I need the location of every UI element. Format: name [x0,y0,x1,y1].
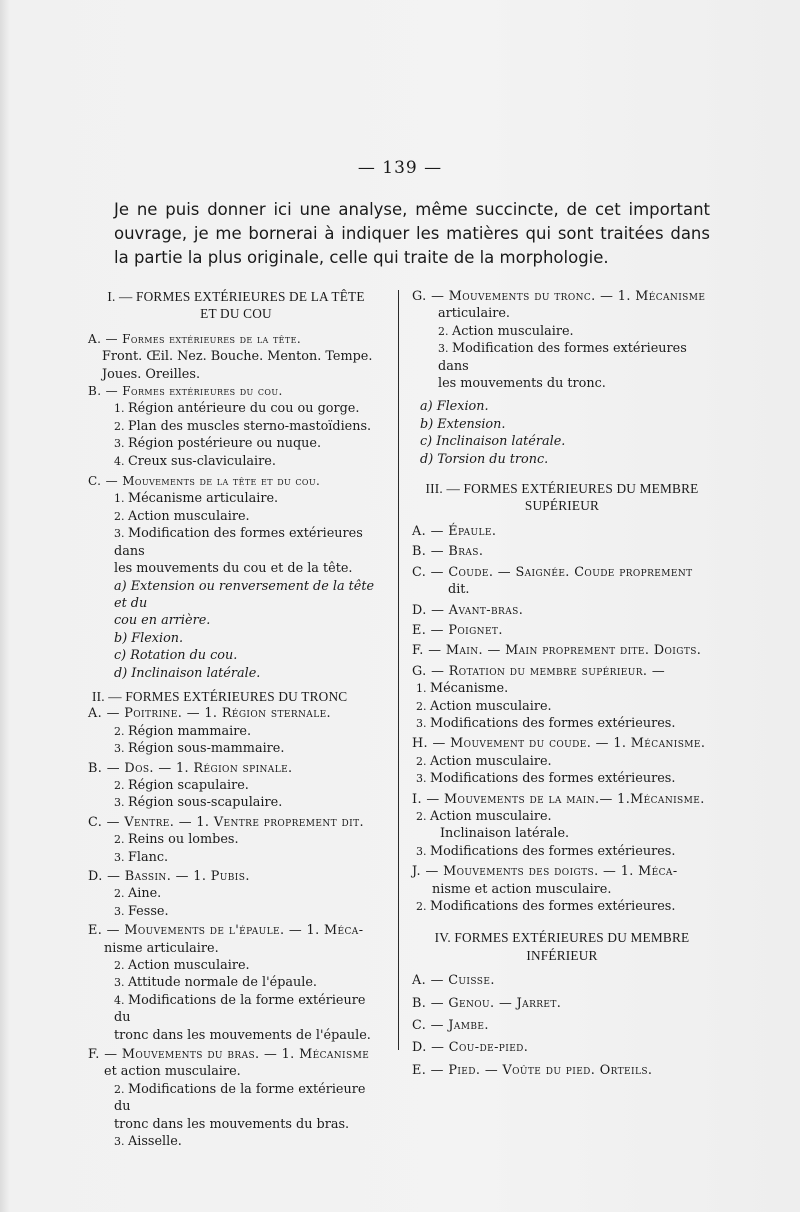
list-item: E. — Pied. — Voûte du pied. Orteils. [412,1062,653,1078]
list-item: E. — Poignet. [412,622,503,638]
intro-paragraph: Je ne puis donner ici une analyse, même succincte, de cet important ouvrage, je me bornerai à indiquer les matières qui sont traitées dans la partie la plus originale, celle qui traite de la morphologie. [114,200,710,267]
line: b) Extension. [420,416,506,432]
line: tronc dans les mouvements du bras. [114,1116,350,1132]
list-item: 2. Action musculaire. [114,958,250,974]
list-item: 1. Région antérieure du cou ou gorge. [114,401,360,417]
list-item: 2. Région mammaire. [114,723,252,739]
line: nisme articulaire. [104,940,219,956]
list-item: 3. Modifications des formes extérieures. [416,843,676,859]
list-item: 4. Modifications de la forme extérieure du [114,992,366,1026]
line: c) Inclinaison latérale. [420,434,566,450]
line: nisme et action musculaire. [432,881,612,897]
subsection-heading: C. — Ventre. — 1. Ventre proprement dit. [88,814,364,830]
list-item: A. — Cuisse. [412,973,495,989]
list-item: D. — Cou-de-pied. [412,1040,529,1056]
list-item: 3. Modifications des formes extérieures. [416,715,676,731]
line: d) Torsion du tronc. [420,451,549,467]
list-item: 2. Aine. [114,886,162,902]
subsection-heading: J. — Mouvements des doigts. — 1. Méca- [412,864,678,880]
list-item: 2. Reins ou lombes. [114,832,239,848]
list-item: 3. Région sous-mammaire. [114,741,285,757]
line: cou en arrière. [114,613,211,629]
list-item: 2. Action musculaire. [416,808,552,824]
list-item: 3. Région sous-scapulaire. [114,795,283,811]
line: Front. Œil. Nez. Bouche. Menton. Tempe. [102,349,373,365]
list-item: 3. Région postérieure ou nuque. [114,436,322,452]
list-item: 3. Modification des formes extérieures dans [438,341,687,374]
list-item: 3. Fesse. [114,903,169,919]
section-title: IV. FORMES EXTÉRIEURES DU MEMBRE [434,930,690,946]
list-item: B. — Genou. — Jarret. [412,995,562,1011]
list-item: 2. Modifications des formes extérieures. [416,899,676,914]
subsection-heading: A. — Formes extérieures de la tête. [88,331,302,346]
list-item: F. — Main. — Main proprement dite. Doigts. [412,643,702,659]
subsection-heading: B. — Dos. — 1. Région spinale. [88,760,293,776]
subsection-heading: H. — Mouvement du coude. — 1. Mécanisme. [412,736,706,752]
section-title: INFÉRIEUR [526,947,598,963]
section-title: I. — FORMES EXTÉRIEURES DE LA TÊTE [107,289,365,304]
list-item: 3. Attitude normale de l'épaule. [114,975,317,991]
line: b) Flexion. [114,630,184,646]
list-item: A. — Épaule. [412,523,497,539]
line: dit. [448,582,470,598]
list-item: 3. Flanc. [114,849,169,865]
list-item: 2. Action musculaire. [416,753,552,769]
line: d) Inclinaison latérale. [114,665,261,681]
list-item: 3. Modification des formes extérieures dans [114,526,363,559]
line: les mouvements du tronc. [438,376,606,392]
right-column [412,288,712,1079]
list-item: 3. Aisselle. [114,1134,182,1150]
line: les mouvements du cou et de la tête. [114,561,353,577]
subsection-heading: C. — Mouvements de la tête et du cou. [88,474,321,489]
subsection-heading: G. — Mouvements du tronc. — 1. Mécanisme [412,289,706,304]
page-number: — 139 — [357,158,443,178]
list-item: 2. Action musculaire. [438,323,574,339]
list-item: 2. Région scapulaire. [114,777,249,793]
list-item: 2. Modifications de la forme extérieure du [114,1081,366,1115]
list-item: B. — Bras. [412,544,484,560]
list-item: 3. Modifications des formes extérieures. [416,771,676,787]
section-title: II. — FORMES EXTÉRIEURES DU TRONC [92,688,348,704]
line: a) Extension ou renversement de la tête et du [114,578,375,611]
left-column [88,288,384,1151]
list-item: 1. Mécanisme articulaire. [114,491,279,507]
subsection-heading: B. — Formes extérieures du cou. [88,384,283,399]
list-item: 2. Action musculaire. [114,508,250,524]
line: c) Rotation du cou. [114,648,238,664]
list-item: 4. Creux sus-claviculaire. [114,453,276,469]
subsection-heading: A. — Poitrine. — 1. Région sternale. [88,706,332,722]
list-item: C. — Coude. — Saignée. Coude proprement [412,564,693,580]
section-title: III. — FORMES EXTÉRIEURES DU MEMBRE [425,481,699,497]
subsection-heading: I. — Mouvements de la main.— 1.Mécanisme. [412,791,705,807]
line: a) Flexion. [420,399,489,415]
subsection-heading: E. — Mouvements de l'épaule. — 1. Méca- [88,923,364,939]
subsection-heading: D. — Bassin. — 1. Pubis. [88,869,250,884]
subsection-heading: G. — Rotation du membre supérieur. — [412,663,666,679]
line: tronc dans les mouvements de l'épaule. [114,1027,371,1043]
section-title: SUPÉRIEUR [524,498,600,514]
line: articulaire. [438,306,510,322]
list-item: D. — Avant-bras. [412,602,524,618]
list-item: C. — Jambe. [412,1018,489,1034]
list-item: 1. Mécanisme. [416,681,509,697]
list-item: 2. Action musculaire. [416,698,552,714]
list-item: 2. Plan des muscles sterno-mastoïdiens. [114,418,372,434]
line: Joues. Oreilles. [102,366,201,382]
column-divider [398,290,399,1050]
section-title: ET DU COU [200,306,272,322]
line: Inclinaison latérale. [440,826,570,842]
subsection-heading: F. — Mouvements du bras. — 1. Mécanisme [88,1047,370,1063]
line: et action musculaire. [104,1064,241,1080]
